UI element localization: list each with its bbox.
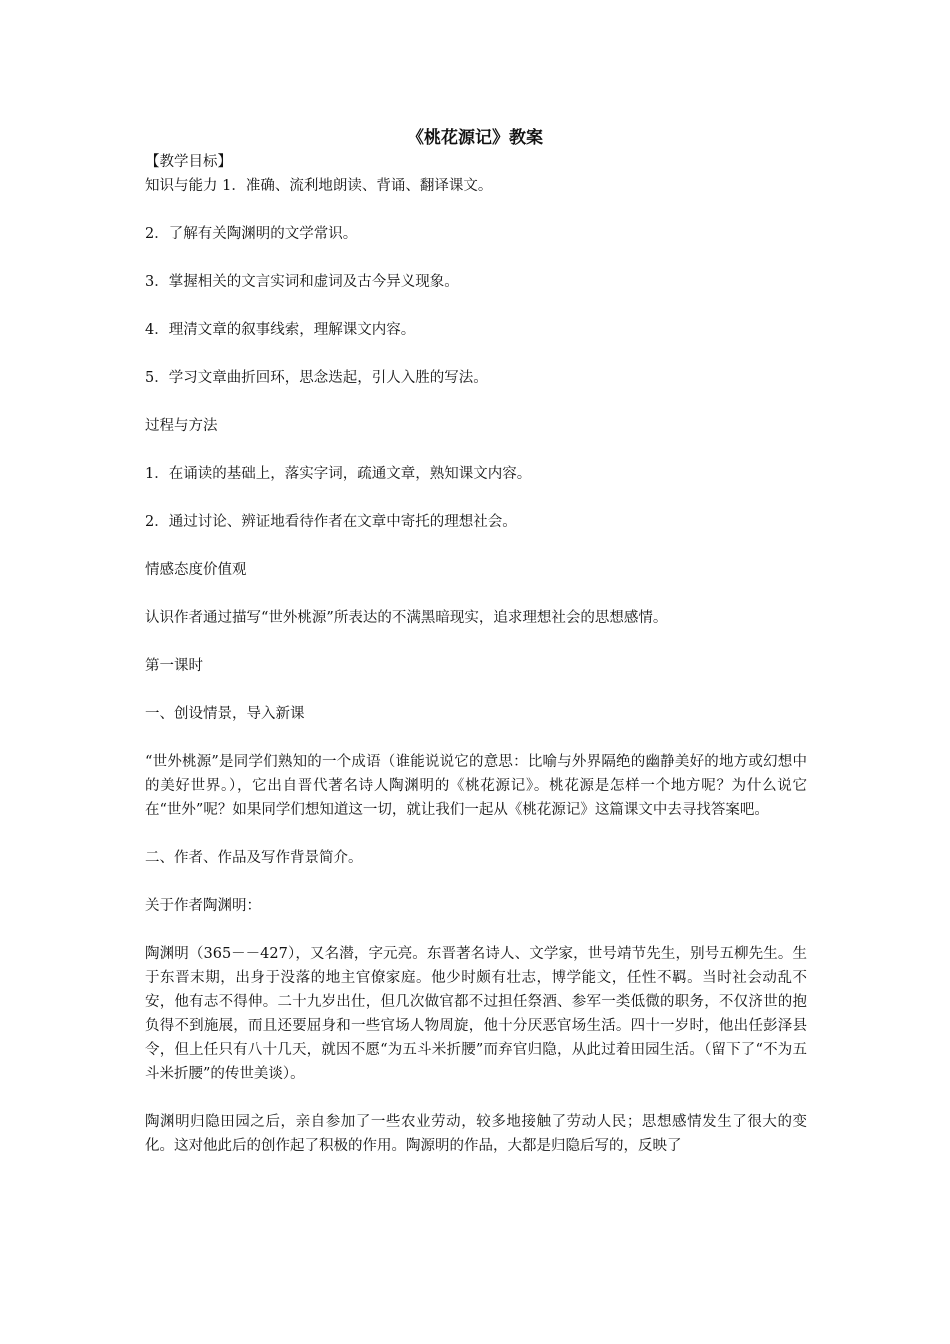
paragraph: 2．通过讨论、辨证地看待作者在文章中寄托的理想社会。 xyxy=(145,514,517,530)
paragraph: 陶渊明归隐田园之后，亲自参加了一些农业劳动，较多地接触了劳动人民；思想感情发生了很大的变化。这对他此后的创作起了积极的作用。陶源明的作品，大都是归隐后写的，反映了 xyxy=(145,1114,807,1154)
section-heading-author: 二、作者、作品及写作背景简介。 xyxy=(145,850,363,866)
paragraph: 2．了解有关陶渊明的文学常识。 xyxy=(145,226,358,242)
section-heading-values: 情感态度价值观 xyxy=(145,562,247,578)
document-title: 《桃花源记》教案 xyxy=(407,128,543,148)
paragraph: 3．掌握相关的文言实词和虚词及古今异义现象。 xyxy=(145,274,459,290)
section-heading-process: 过程与方法 xyxy=(145,418,218,434)
document-body xyxy=(145,150,807,1158)
paragraph: 关于作者陶渊明： xyxy=(145,898,261,914)
section-heading-intro: 一、创设情景，导入新课 xyxy=(145,706,305,722)
paragraph: 知识与能力 1．准确、流利地朗读、背诵、翻译课文。 xyxy=(145,178,493,194)
paragraph: 陶渊明（365－－427），又名潜，字元亮。东晋著名诗人、文学家，世号靖节先生，别号五柳先生。生于东晋末期，出身于没落的地主官僚家庭。他少时颇有壮志，博学能文，任性不羁。当时社会动乱不安，他有志不得伸。二十九岁出仕，但几次做官都不过担任祭酒、参军一类低微的职务，不仅济世的抱负得不到施展，而且还要屈身和一些官场人物周旋，他十分厌恶官场生活。四十一岁时，他出任彭泽县令，但上任只有八十几天，就因不愿“为五斗米折腰”而弃官归隐，从此过着田园生活。（留下了“不为五斗米折腰”的传世美谈）。 xyxy=(145,946,807,1082)
paragraph: 5．学习文章曲折回环，思念迭起，引人入胜的写法。 xyxy=(145,370,488,386)
paragraph: 4．理清文章的叙事线索，理解课文内容。 xyxy=(145,322,416,338)
paragraph: 认识作者通过描写“世外桃源”所表达的不满黑暗现实，追求理想社会的思想感情。 xyxy=(145,610,668,626)
section-heading-teaching-goals: 【教学目标】 xyxy=(145,154,232,170)
paragraph: “世外桃源”是同学们熟知的一个成语（谁能说说它的意思：比喻与外界隔绝的幽静美好的地方或幻想中的美好世界。），它出自晋代著名诗人陶渊明的《桃花源记》。桃花源是怎样一个地方呢？为什么说它在“世外”呢？如果同学们想知道这一切，就让我们一起从《桃花源记》这篇课文中去寻找答案吧。 xyxy=(145,754,807,818)
section-heading-first-lesson: 第一课时 xyxy=(145,658,203,674)
paragraph: 1．在诵读的基础上，落实字词，疏通文章，熟知课文内容。 xyxy=(145,466,532,482)
